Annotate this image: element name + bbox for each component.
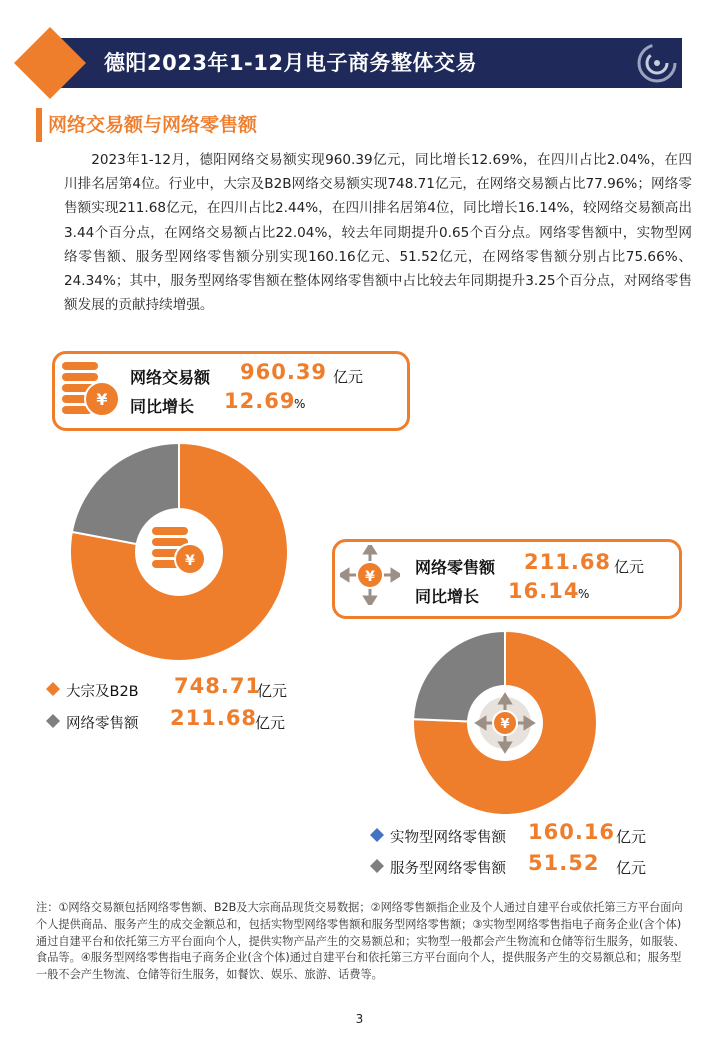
stat2-value-2: 16.14	[508, 579, 580, 603]
stat2-label-2: 同比增长	[415, 587, 480, 606]
chart2-legend-label-1: 服务型网络零售额	[390, 861, 506, 877]
stat2-unit-1: 亿元	[614, 558, 645, 576]
chart1-legend-label-0: 大宗及B2B	[66, 684, 139, 700]
stat1-value-1: 960.39	[240, 360, 328, 384]
section-bar	[36, 108, 42, 142]
page-title: 德阳2023年1-12月电子商务整体交易	[104, 51, 477, 75]
diamond-marker-icon	[46, 714, 60, 728]
stat1-label-2: 同比增长	[130, 397, 195, 416]
stat2-value-1: 211.68	[524, 550, 612, 574]
page-number: 3	[355, 1012, 364, 1026]
stat1-value-2: 12.69	[224, 389, 296, 413]
chart2-legend-physical	[366, 820, 686, 848]
header-diamond-icon	[14, 27, 86, 99]
chart1-legend-label-1: 网络零售额	[66, 716, 139, 732]
diamond-marker-icon	[370, 828, 384, 842]
stat2-label-1: 网络零售额	[415, 558, 496, 577]
chart2-legend-value-0: 160.16	[528, 820, 616, 844]
donut-chart-trade	[68, 441, 290, 663]
chart1-legend-value-0: 748.71	[174, 674, 262, 698]
diamond-marker-icon	[370, 859, 384, 873]
chart1-legend-retail	[40, 706, 340, 734]
coins-yen-icon	[58, 358, 124, 420]
stat1-unit-2: %	[294, 397, 306, 411]
donut-chart-retail	[411, 629, 599, 817]
chart2-legend-label-0: 实物型网络零售额	[390, 830, 506, 846]
logo-icon	[636, 42, 678, 84]
chart2-legend-service	[366, 851, 686, 879]
chart1-legend-value-1: 211.68	[170, 706, 258, 730]
chart2-legend-unit-1: 亿元	[616, 859, 647, 877]
chart1-legend-b2b	[40, 674, 340, 702]
chart2-legend-unit-0: 亿元	[616, 828, 647, 846]
chart2-legend-value-1: 51.52	[528, 851, 600, 875]
yen-arrows-icon	[340, 545, 400, 605]
stat1-unit-1: 亿元	[333, 368, 364, 386]
chart1-legend-unit-1: 亿元	[255, 714, 286, 732]
svg-text:¥: ¥	[96, 390, 108, 409]
svg-text:¥: ¥	[365, 569, 375, 585]
stat2-unit-2: %	[578, 587, 590, 601]
footnotes: 注：①网络交易额包括网络零售额、B2B及大宗商品现货交易数据；②网络零售额指企业及个人通过自建平台或依托第三方平台面向个人提供商品、服务产生的成交金额总和，包括实物型网络零售额和服务型网络零售额；③实物型网络零售指电子商务企业(含个体)通过自建平台和依托第三方平台面向个人，提供实物产品产生的交易额总和；实物型一般都会产生物流和仓储等衍生服务，如服装、食品等。④服务型网络零售指电子商务企业(含个体)通过自建平台和依托第三方平台面向个人，提供服务产生的交易额总和；服务型一般不会产生物流、仓储等衍生服务，如餐饮、娱乐、旅游、话费等。	[36, 901, 685, 982]
stat1-label-1: 网络交易额	[130, 368, 211, 387]
diamond-marker-icon	[46, 682, 60, 696]
svg-text:¥: ¥	[185, 553, 195, 569]
section-title: 网络交易额与网络零售额	[48, 114, 258, 136]
body-paragraph: 2023年1-12月，德阳网络交易额实现960.39亿元，同比增长12.69%，在四川占比2.04%，在四川排名居第4位。行业中，大宗及B2B网络交易额实现748.71亿元，在网络交易额占比77.96%；网络零售额实现211.68亿元，在四川占比2.44%，在四川排名居第4位，同比增长16.14%，较网络交易额高出3.44个百分点，在网络交易额占比22.04%，较去年同期提升0.65个百分点。网络零售额中，实物型网络零售额、服务型网络零售额分别实现160.16亿元、51.52亿元，在网络零售额分别占比75.66%、24.34%；其中，服务型网络零售额在整体网络零售额中占比较去年同期提升3.25个百分点，对网络零售额发展的贡献持续增强。	[64, 152, 692, 314]
chart1-legend-unit-0: 亿元	[257, 682, 288, 700]
svg-text:¥: ¥	[500, 717, 510, 732]
